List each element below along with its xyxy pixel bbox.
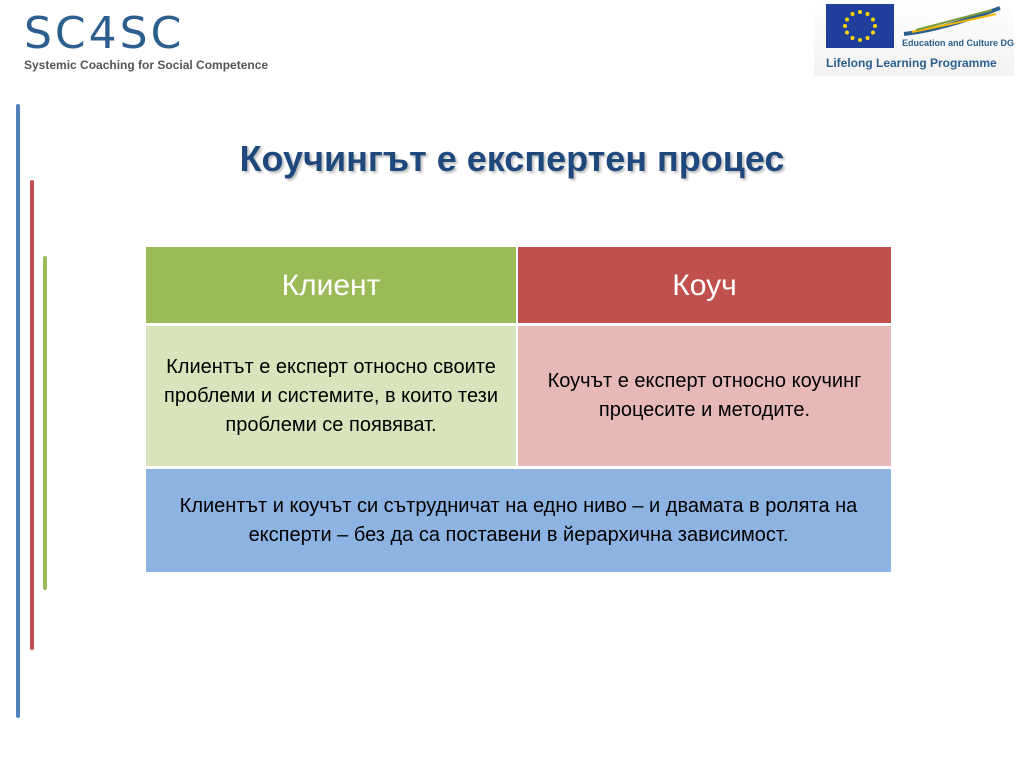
sc4sc-wordmark: SC4SC (24, 8, 185, 59)
comparison-table (146, 247, 891, 572)
programme-label: Lifelong Learning Programme (826, 56, 997, 70)
decor-bar-red (30, 180, 34, 650)
decor-bar-blue (16, 104, 20, 718)
joint-cell: Клиентът и коучът си сътрудничат на едно ниво – и двамата в ролята на експерти – без да са поставени в йерархична зависимост. (146, 466, 891, 572)
table-row (146, 323, 891, 466)
client-cell: Клиентът е експерт относно своите проблеми и системите, в които тези проблеми се появяват. (146, 326, 518, 466)
header-client: Клиент (146, 247, 518, 323)
sc4sc-tagline: Systemic Coaching for Social Competence (24, 58, 269, 72)
eu-programme-logo (814, 0, 1014, 76)
slide-title: Коучингът е експертен процес (239, 138, 785, 179)
eu-flag-icon (826, 4, 894, 48)
decor-bar-green (43, 256, 47, 590)
table-header-row (146, 247, 891, 323)
dg-label: Education and Culture DG (902, 38, 1015, 48)
header-coach: Коуч (518, 247, 891, 323)
swoosh-icon (902, 4, 1002, 38)
coach-cell: Коучът е експерт относно коучинг процесите и методите. (518, 326, 891, 466)
table-row-joint (146, 466, 891, 572)
sc4sc-logo (24, 8, 274, 72)
